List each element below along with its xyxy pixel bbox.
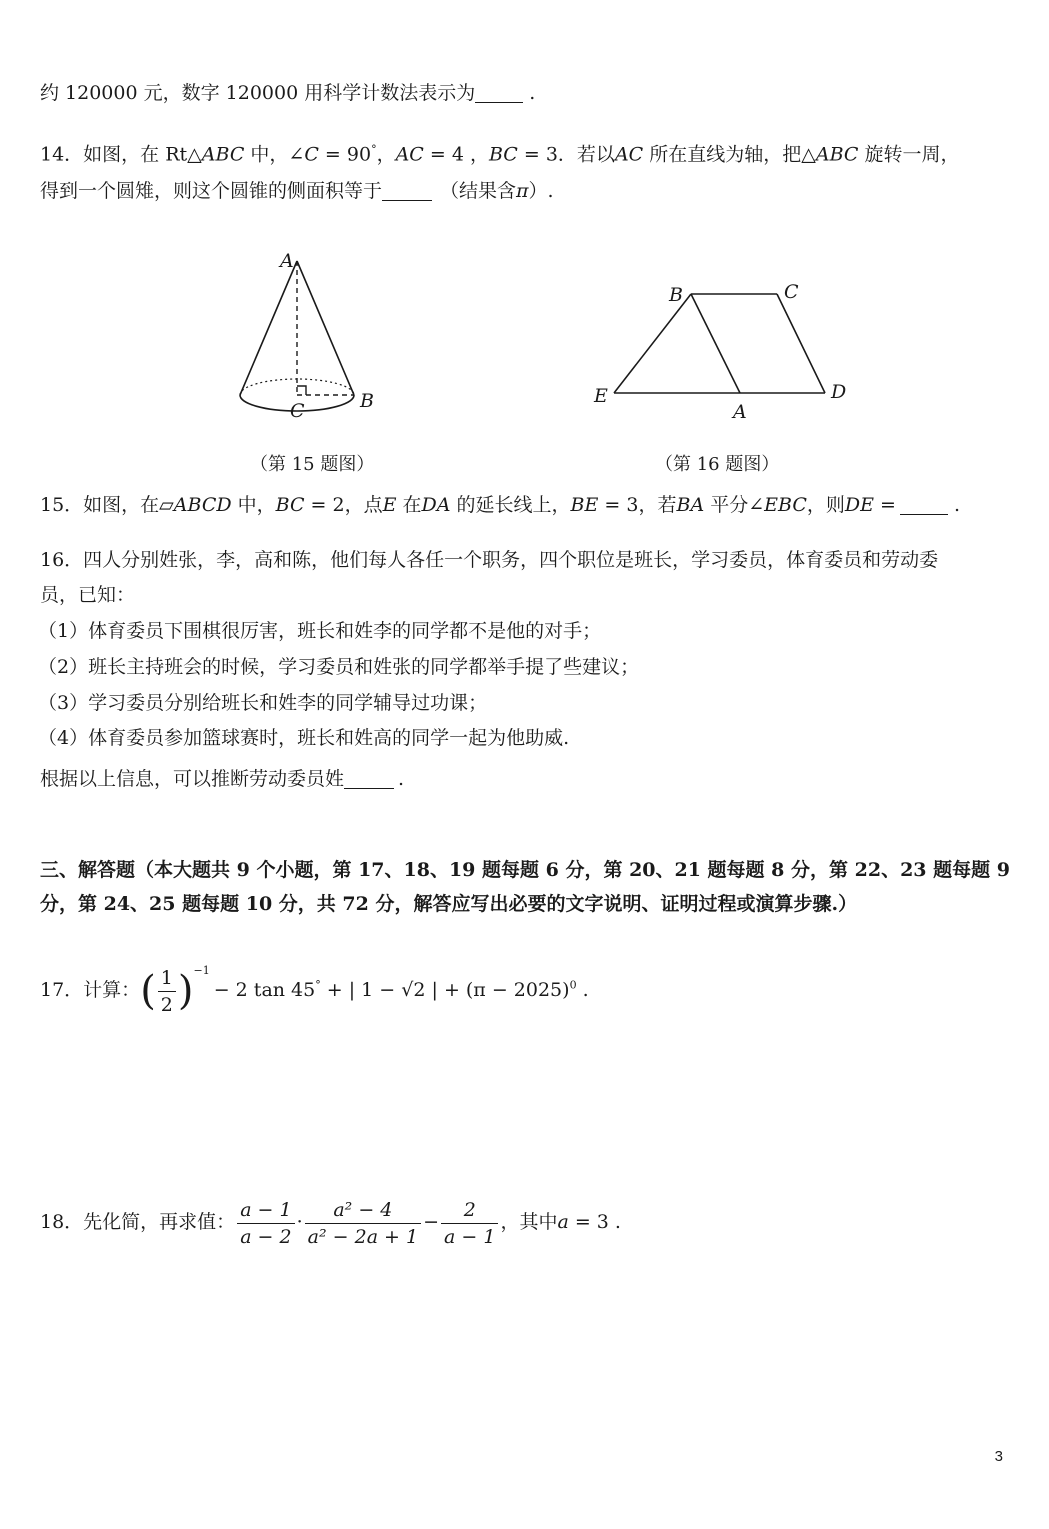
q18-line: 18．先化简，再求值： $\frac{a - 1}{a - 2}$ · $\frac{\text{a² − 4}}{\text{a² − 2a + 1}}$ − $\frac{2}{a - 1}$ ，其中a = 3 . xyxy=(40,1198,621,1248)
answer-blank-15 xyxy=(900,494,948,515)
q18-fraction-3: $\frac{2}{a - 1}$ xyxy=(441,1197,498,1250)
segment-cd xyxy=(777,294,825,393)
cone-left-slant xyxy=(240,261,297,395)
q16-clue-3: （3）学习委员分别给班长和姓李的同学辅导过功课； xyxy=(38,692,488,714)
cone-label-b: B xyxy=(360,390,374,412)
page-number: 3 xyxy=(994,1448,1003,1465)
q18-fraction-2: $\frac{\text{a² − 4}}{\text{a² − 2a + 1}}$ xyxy=(305,1197,421,1250)
section-3-header-line-1: 三、解答题（本大题共 9 个小题，第 17、18、19 题每题 6 分，第 20、21 题每题 8 分，第 22、23 题每题 9 xyxy=(40,859,1010,881)
section-3-header-line-2: 分，第 24、25 题每题 10 分，共 72 分，解答应写出必要的文字说明、证明过程或演算步骤.） xyxy=(40,893,858,915)
q14-line-2: 得到一个圆雉，则这个圆锥的侧面积等于 （结果含π）. xyxy=(40,180,554,202)
label-b: B xyxy=(669,284,683,306)
q15-line: 15．如图，在▱ABCD 中，BC = 2，点E 在DA 的延长线上，BE = 3，若BA 平分∠EBC，则DE = . xyxy=(40,494,961,516)
q18-fraction-1: $\frac{a - 1}{a - 2}$ xyxy=(237,1197,294,1250)
cone-label-a: A xyxy=(280,250,294,272)
label-e: E xyxy=(594,385,608,407)
q16-clue-4: （4）体育委员参加篮球赛时，班长和姓高的同学一起为他助威. xyxy=(38,727,570,749)
segment-be xyxy=(614,294,691,393)
q16-line-2: 员，已知： xyxy=(40,584,136,606)
q16-line-3: 根据以上信息，可以推断劳动委员姓 . xyxy=(40,768,405,790)
answer-blank-16 xyxy=(344,768,394,789)
fig16-caption: （第 16 题图） xyxy=(655,454,780,475)
cone-label-c: C xyxy=(290,400,305,422)
right-angle-mark xyxy=(297,386,306,395)
answer-blank-14 xyxy=(382,180,432,201)
segment-ba xyxy=(691,294,740,393)
q14-line-1: 14．如图，在 Rt△ABC 中，∠C = 90°，AC = 4 ，BC = 3．若以AC 所在直线为轴，把△ABC 旋转一周， xyxy=(40,143,960,166)
label-a: A xyxy=(733,401,747,423)
q13-tail-line: 约 120000 元，数字 120000 用科学计数法表示为 . xyxy=(40,82,536,104)
q16-line-1: 16．四人分别姓张，李，高和陈，他们每人各任一个职务，四个职位是班长，学习委员，体育委员和劳动委 xyxy=(40,549,939,571)
label-d: D xyxy=(831,381,847,403)
fig15-caption: （第 15 题图） xyxy=(250,454,375,475)
label-c: C xyxy=(784,281,799,303)
q16-clue-1: （1）体育委员下围棋很厉害，班长和姓李的同学都不是他的对手； xyxy=(38,620,602,642)
parallelogram-figure xyxy=(585,275,855,425)
cone-right-slant xyxy=(297,261,354,395)
q17-line: 17．计算：( $\frac{1}{2}$ )$^{-1}$− 2 tan 45° + | 1 − √2 | + $(\pi - 2025)^0$ . xyxy=(40,964,589,1016)
q16-clue-2: （2）班长主持班会的时候，学习委员和姓张的同学都举手提了些建议； xyxy=(38,656,640,678)
answer-blank-13 xyxy=(475,82,523,103)
q17-fraction: $\frac{1}{2}$ xyxy=(158,965,176,1018)
cone-figure xyxy=(230,245,380,425)
